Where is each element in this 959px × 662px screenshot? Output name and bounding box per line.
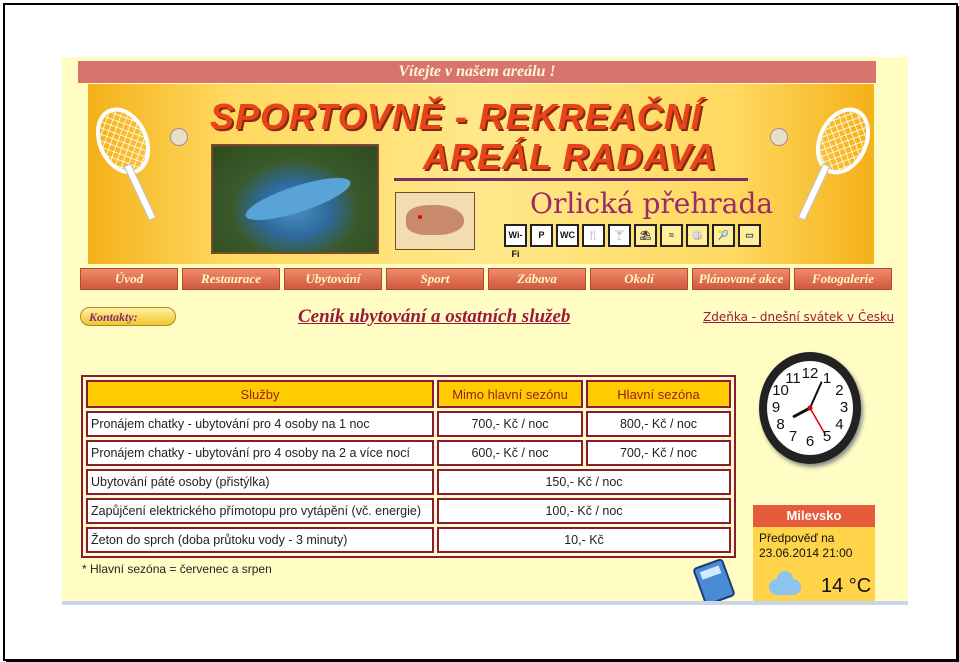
table-cell: 150,- Kč / noc bbox=[437, 469, 731, 495]
clock-number: 7 bbox=[788, 428, 798, 446]
nav-restaurace[interactable]: Restaurace bbox=[182, 268, 280, 290]
wifi-icon: Wi-Fi bbox=[504, 224, 527, 247]
tennis-icon: 🎾 bbox=[712, 224, 735, 247]
nav-zabava[interactable]: Zábava bbox=[488, 268, 586, 290]
restaurant-icon: 🍴 bbox=[582, 224, 605, 247]
price-table bbox=[81, 375, 736, 558]
clock-number: 3 bbox=[839, 399, 849, 416]
screenshot-frame bbox=[3, 3, 958, 661]
nav-ubytovani[interactable]: Ubytování bbox=[284, 268, 382, 290]
clock-number: 12 bbox=[801, 365, 819, 382]
browser-bottom-strip bbox=[62, 601, 908, 605]
table-cell: Pronájem chatky - ubytování pro 4 osoby na 1 noc bbox=[86, 411, 434, 437]
table-header: Služby bbox=[86, 380, 434, 408]
nav-uvod[interactable]: Úvod bbox=[80, 268, 178, 290]
clock-number: 6 bbox=[805, 433, 815, 450]
czech-map-image bbox=[395, 192, 475, 250]
table-cell: Žeton do sprch (doba průtoku vody - 3 minuty) bbox=[86, 527, 434, 553]
tennis-racket-right-icon bbox=[806, 99, 881, 184]
web-page bbox=[62, 57, 908, 605]
accommodation-icon: ▭ bbox=[738, 224, 761, 247]
clock-number: 2 bbox=[835, 382, 844, 399]
table-cell: 10,- Kč bbox=[437, 527, 731, 553]
forecast-time: 23.06.2014 21:00 bbox=[759, 546, 853, 560]
subtitle: Orlická přehrada bbox=[530, 187, 774, 220]
table-cell: Zapůjčení elektrického přímotopu pro vytápění (vč. energie) bbox=[86, 498, 434, 524]
table-cell: Pronájem chatky - ubytování pro 4 osoby na 2 a více nocí bbox=[86, 440, 434, 466]
bar-icon: 🍸 bbox=[608, 224, 631, 247]
table-header: Hlavní sezóna bbox=[586, 380, 731, 408]
swimming-icon: ≈ bbox=[660, 224, 683, 247]
clock-number: 11 bbox=[785, 369, 801, 387]
table-cell: 700,- Kč / noc bbox=[437, 411, 583, 437]
table-header-row bbox=[86, 380, 731, 408]
title-divider bbox=[394, 178, 748, 181]
beach-icon: ⛱ bbox=[634, 224, 657, 247]
table-row bbox=[86, 498, 731, 524]
racket-handle-right bbox=[798, 163, 831, 221]
table-cell: 700,- Kč / noc bbox=[586, 440, 731, 466]
parking-icon: P bbox=[530, 224, 553, 247]
phone-icon[interactable] bbox=[692, 558, 736, 605]
clock-number: 9 bbox=[771, 399, 781, 416]
header-banner bbox=[88, 84, 874, 264]
tennis-ball-right-icon bbox=[770, 128, 788, 146]
clock-number: 5 bbox=[822, 428, 832, 446]
main-nav bbox=[80, 268, 892, 290]
temperature: 14 °C bbox=[821, 575, 872, 597]
site-title-line2: AREÁL RADAVA bbox=[423, 136, 718, 177]
clock-number: 10 bbox=[772, 382, 789, 399]
wc-icon: WC bbox=[556, 224, 579, 247]
analog-clock bbox=[759, 352, 861, 464]
season-note: * Hlavní sezóna = červenec a srpen bbox=[82, 562, 272, 576]
table-cell: Ubytování páté osoby (přistýlka) bbox=[86, 469, 434, 495]
table-row bbox=[86, 527, 731, 553]
table-cell: 600,- Kč / noc bbox=[437, 440, 583, 466]
weather-widget bbox=[753, 505, 875, 605]
amenity-icons bbox=[504, 224, 761, 259]
forecast-text bbox=[759, 531, 852, 561]
lake-photo bbox=[211, 144, 379, 254]
table-row bbox=[86, 440, 731, 466]
nav-sport[interactable]: Sport bbox=[386, 268, 484, 290]
cloud-icon bbox=[769, 579, 801, 595]
site-title-line1: SPORTOVNĚ - REKREAČNÍ bbox=[210, 96, 702, 137]
racket-handle-left bbox=[124, 163, 157, 221]
table-row bbox=[86, 411, 731, 437]
clock-number: 8 bbox=[776, 416, 785, 433]
table-row bbox=[86, 469, 731, 495]
volleyball-icon: 🏐 bbox=[686, 224, 709, 247]
clock-face bbox=[767, 361, 853, 455]
nav-fotogalerie[interactable]: Fotogalerie bbox=[794, 268, 892, 290]
hour-hand bbox=[794, 408, 810, 416]
page-title: Ceník ubytování a ostatních služeb bbox=[298, 306, 571, 327]
table-header: Mimo hlavní sezónu bbox=[437, 380, 583, 408]
clock-number: 4 bbox=[835, 416, 844, 433]
clock-center bbox=[808, 406, 813, 411]
nav-okoli[interactable]: Okolí bbox=[590, 268, 688, 290]
nav-planovane-akce[interactable]: Plánované akce bbox=[692, 268, 790, 290]
clock-number: 1 bbox=[822, 369, 832, 387]
tennis-ball-left-icon bbox=[170, 128, 188, 146]
table-cell: 800,- Kč / noc bbox=[586, 411, 731, 437]
forecast-label: Předpověď na bbox=[759, 531, 835, 545]
name-day-link[interactable]: Zdeňka - dnešní svátek v Česku bbox=[703, 310, 895, 324]
contacts-button[interactable]: Kontakty: bbox=[80, 307, 176, 326]
table-cell: 100,- Kč / noc bbox=[437, 498, 731, 524]
weather-city: Milevsko bbox=[753, 505, 875, 527]
tennis-racket-left-icon bbox=[86, 99, 161, 184]
welcome-bar: Vítejte v našem areálu ! bbox=[78, 61, 876, 83]
